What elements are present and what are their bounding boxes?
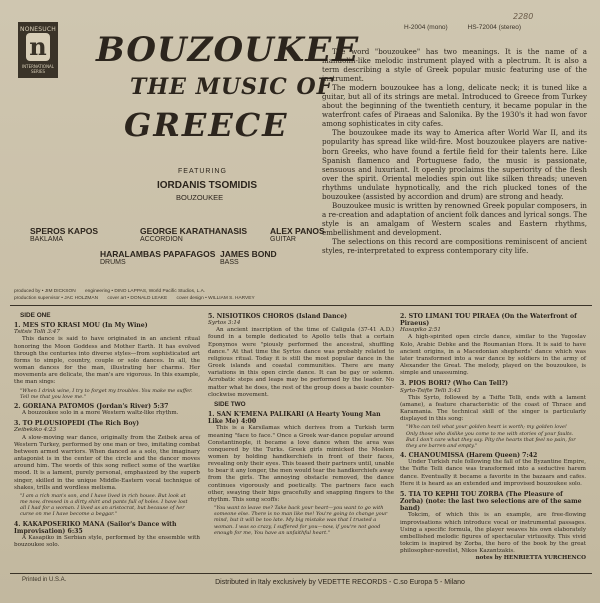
track-description: A slow-moving war dance, originally from the Zeibek area of Western Turkey, performed by one man or two, imitating combat between armed warriors. When danced as a solo, the imaginary antagonist is in the center of the circle and the dancer moves around him. The words of this song reflect some of the warlike mood. It is a lament, purely personal, emphasized by the superb singer, skilled in the unique Middle-Eastern vocal technique of shakes, trills and wordless melisma.	[14, 434, 200, 491]
logo-series: INTERNATIONAL SERIES	[21, 64, 55, 74]
track-entry	[14, 420, 200, 517]
tracks-column-2	[208, 310, 394, 537]
credit-cover-art: cover art • DONALD LEAKE	[107, 296, 168, 301]
track-description: This dance is said to have originated in an ancient ritual honoring the Moon Goddess and Mother Earth. It has evolved through the centuries into diverse styles—from sophisticated art forms to simple, country, couple or solo dances. In all, the woman dances for the man, illustrating her charms. Her movements are delicate, the man's are vigorous. In this example, the man sings:	[14, 336, 200, 386]
track-entry	[400, 380, 586, 449]
credits-row	[14, 288, 330, 295]
track-title: 1. MES STO KRASI MOU (In My Wine)	[14, 322, 148, 330]
track-title: 2. GORIANA PATOMOS (Jordan's River) 5:37	[14, 402, 169, 410]
track-title: 3. PIOS BORI? (Who Can Tell?)	[400, 380, 509, 388]
credits-row	[14, 295, 330, 302]
track-style: Hasapiko 2:51	[400, 327, 441, 334]
logo-brand: NONESUCH	[20, 26, 56, 33]
track-title: 1. SAN K'EMENA PALIKARI (A Hearty Young Man Like Me) 4:00	[208, 411, 381, 426]
musician	[140, 226, 247, 243]
track-title: 4. KAKAPOSERIKO MANA (Sailor's Dance with Improvisation) 6:35	[14, 520, 177, 535]
credit-cover-design: cover design • WILLIAM S. HARVEY	[176, 296, 255, 301]
track-description: This is a Karsilamas which derives from a Turkish term meaning "face to face." Once a Greek war-dance popular around Constantinople, it became a love dance when the area was conquered by the Turks. Greek girls mimicked the Moslem women by holding handkerchiefs in front of their faces, revealing only their eyes. This teased their partners until, unable to bear it any longer, the men would tear the handkerchiefs away from the girls. The annoying obstacle removed, the dance continues vigorously and poetically. The partners face each other, swaying their hips gracefully and snapping fingers to the rhythm. This song scoffs:	[208, 425, 394, 503]
musician-instrument: ACCORDION	[140, 236, 183, 243]
liner-paragraph: The selections on this record are compositions reminiscent of ancient styles, re-interpretated to express contemporary city life.	[322, 236, 587, 256]
liner-notes	[322, 47, 587, 255]
side-two-heading: SIDE TWO	[214, 400, 246, 408]
catalog-numbers	[404, 24, 594, 31]
section-divider	[10, 305, 592, 306]
track-style: Syrto-Tsifte Telli 3:43	[400, 387, 461, 394]
track-title: 5. NISIOTIKOS CHOROS (Island Dance)	[208, 313, 348, 320]
musician-name: ALEX PANOS	[270, 226, 325, 236]
musician	[100, 249, 215, 266]
track-entry	[14, 403, 200, 417]
credit-supervisor: production supervisor • JAC HOLZMAN	[14, 296, 99, 301]
album-subtitle: THE MUSIC OF	[130, 74, 334, 100]
logo-letter: n	[26, 33, 50, 61]
lead-artist-name: IORDANIS TSOMIDIS	[157, 180, 258, 191]
musician-name: SPEROS KAPOS	[30, 226, 99, 236]
track-lyric: "I am a rich man's son, and I have lived in rich house. But look at me now, dressed in a dirty shirt and pants full of holes. I have lost all I had for a woman. I lived as an aristocrat, but because of her curse on me I have become a beggar."	[20, 492, 188, 518]
musician-name: JAMES BOND	[220, 249, 277, 259]
track-entry	[400, 491, 586, 555]
side-one-heading: SIDE ONE	[20, 312, 51, 319]
lead-artist-instrument: BOUZOUKEE	[176, 193, 224, 202]
track-entry	[208, 313, 394, 399]
track-description: An ancient inscription of the time of Caligula (37-41 A.D.) found in a temple dedicated to Apollo tells that a certain Eponymos were "piously performed the ancestral, shuffling dance." At that time the Syrtos dance was probably related to religious ritual. Today it is still the most popular dance in the Greek islands and coastal communities. There are many variations in this open circle dance. It can be gay or solemn. Acrobatic steps and leaps may be performed by the leader. No matter what he does, the rest of the group does a basic counter-clockwise movement.	[208, 327, 394, 398]
track-entry	[14, 322, 200, 400]
liner-paragraph: The bouzoukee made its way to America after World War II, and its popularity has spread like wild-fire. Most bouzoukee players are native-born Greeks, who have found a fertile field for their talents here. Like Spanish flamenco and Portuguese fado, the music is passionate, sensuous and luxuriant. It openly proclaims the superiority of the flesh over the spirit. Oriental melodies spin out like silken threads; uneven rhythms undulate hypnotically, and the rich plucked tones of the bouzoukee (assisted by accordion and drum) are strong and heady.	[322, 128, 587, 201]
track-lyric: "When I drink wine, I try to forget my troubles. You make me suffer. Tell me that you love me."	[20, 387, 193, 400]
track-title: 4. CHANOUMISSA (Harem Queen) 7:42	[400, 452, 538, 460]
notes-author: notes by HENRIETTA YURCHENCO	[475, 555, 586, 562]
liner-paragraph: The modern bouzoukee has a long, delicate neck; it is tuned like a guitar, but all of its strings are metal. Introduced to Greece from Turkey about the beginning of the twentieth century, it became popular in the waterfront cafes of Piraeas and Salonika. By the 1930's it had won favor among sophisticates in city cafes.	[322, 83, 587, 129]
production-credits	[14, 288, 330, 302]
album-title: BOUZOUKEE	[96, 30, 360, 70]
track-lyric: "You want to leave me? Take back your heart—you want to go with someone else. There is no man like me! You're going to change your mind, but it will be too late. My big mistake was that I trusted a woman. I was so crazy, I suffered for you—now, if you're not good enough for me, You have an unfaithful heart."	[214, 505, 388, 536]
liner-paragraph: The word "bouzoukee" has two meanings. It is the name of a mandolin-like melodic instrument played with a plectrum. It is also a term describing a style of Greek popular music featuring use of the instrument.	[322, 47, 587, 84]
track-lyric: "Who can tell what your golden heart is worth; my golden love! Only those who dislike you come to me with stories of your faults. But I don't care what they say. Pity the hearts that feel no pain, for they are barren and empty."	[406, 424, 576, 449]
distribution-notice: Distributed in Italy exclusively by VEDETTE RECORDS - C.so Europa 5 - Milano	[215, 579, 465, 586]
track-title: 2. STO LIMANI TOU PIRAEA (On the Waterfront of Piraeus)	[400, 313, 577, 328]
track-description: A high-spirited open circle dance, similar to the Yugoslav Kolo, Arabic Debke and the Roumanian Hora. It is said to have ancient origins, in a Macedonian shepherds' dance which was later transformed into a war dance by soldiers in the army of Alexander the Great. The melody, played on the bouzoukee, is simple and unassuming.	[400, 334, 586, 377]
liner-paragraph: Bouzoukee music is written by renowned Greek popular composers, in a re-creation and adaptation of ancient folk dances and lyrical songs. The style is an amalgam of Western scales and Eastern rhythms, embellishment and development.	[322, 200, 588, 237]
catalog-mono: H-2004 (mono)	[404, 24, 448, 31]
credit-producer: produced by • JIM DICKSON	[14, 289, 76, 294]
album-subtitle-country: GREECE	[124, 106, 289, 144]
handwritten-note: 2280	[513, 12, 534, 21]
track-entry	[400, 313, 586, 377]
musician-instrument: BAKLAMA	[30, 236, 64, 243]
featuring-label: FEATURING	[178, 168, 227, 175]
musician-instrument: GUITAR	[270, 236, 296, 243]
track-title: 3. TO PLOUSIOPEDI (The Rich Boy)	[14, 420, 140, 428]
track-entry	[14, 521, 200, 550]
tracks-column-3	[400, 310, 586, 563]
track-description: This Syrto, followed by a Tsifte Telli, ends with a lament (amane), a feature characteristic of the coast of Thrace and Karamania. The technical skill of the singer is particularly displayed in this song:	[400, 394, 586, 423]
credit-engineer: engineering • DINO LAPPAS, World Pacific Studios, L.A.	[85, 289, 206, 294]
musician	[30, 226, 98, 243]
track-description: A Kasapiko in Serbian style, performed by the ensemble with bouzoukee solo.	[14, 534, 200, 549]
catalog-stereo: HS-72004 (stereo)	[467, 24, 522, 31]
musician-instrument: DRUMS	[100, 259, 126, 266]
musician	[270, 226, 325, 243]
musician	[220, 249, 277, 266]
track-title: 5. TIA TO KEPHI TOU ZORBA (The Pleasure of Zorba) (note: the last two selections are of the same band)	[400, 490, 582, 513]
track-entry	[400, 452, 586, 488]
track-description: Under Turkish rule following the fall of the Byzantine Empire, the Tsifte Telli dance was transformed into a seductive harem dance. Eventually it became a favorite in the bazaars and cafes. Here it is heard as an extended and improvised bouzoukee solo.	[400, 459, 586, 487]
track-description: Tokcim, of which this is an example, are free-flowing improvisations which introduce vocal or instrumental passages. Using a specific formula, the player weaves his own elaborately embellished melodic figures of spectacular virtuosity. This vivid tokcim is inspired by Zorba, the hero of the book by the great philosopher-novelist, Nikos Kazantzakis.	[400, 512, 586, 555]
label-logo	[18, 22, 58, 78]
track-description: A bouzoukee solo in a more Western waltz-like rhythm.	[22, 410, 179, 417]
track-style: Syrtos 3:14	[208, 320, 241, 327]
tracks-column-1	[14, 310, 200, 549]
musician-name: HARALAMBAS PAPAFAGOS	[100, 249, 216, 259]
bottom-divider	[10, 573, 592, 574]
musician-instrument: BASS	[220, 259, 239, 266]
musician-name: GEORGE KARATHANASIS	[140, 226, 248, 236]
track-style: Zeibekiko 4:23	[14, 427, 57, 434]
track-style: Tsitsis Tolli 3:47	[14, 329, 60, 336]
track-entry	[208, 411, 394, 536]
printed-in-label: Printed in U.S.A.	[22, 577, 67, 583]
